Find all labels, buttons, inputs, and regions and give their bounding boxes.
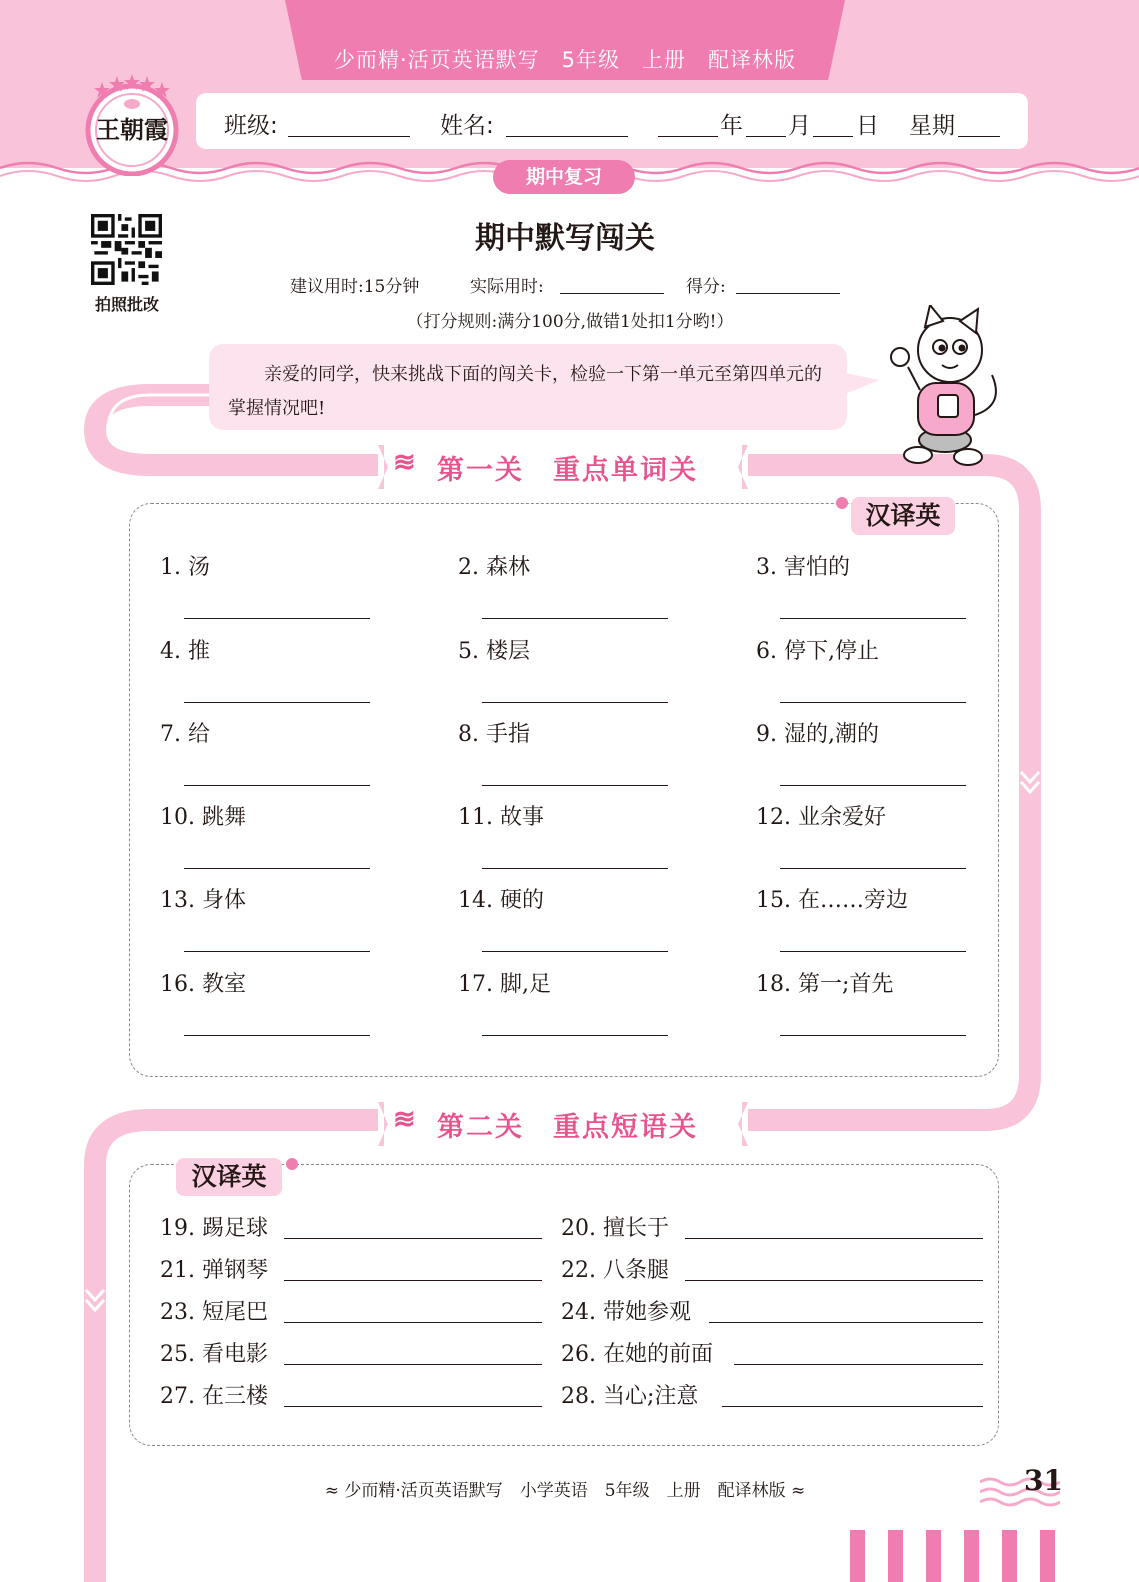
word-item: 13. 身体: [160, 888, 246, 913]
answer-line[interactable]: [482, 702, 668, 703]
answer-line[interactable]: [780, 868, 966, 869]
answer-line[interactable]: [482, 868, 668, 869]
answer-line[interactable]: [184, 702, 370, 703]
phrase-item: 19. 踢足球: [160, 1216, 268, 1241]
word-item: 18. 第一;首先: [756, 972, 894, 997]
level2-tag-dot: [286, 1158, 298, 1170]
qr-code[interactable]: [91, 214, 162, 285]
level1-waves-icon: ≋: [393, 447, 416, 478]
answer-line[interactable]: [184, 1035, 370, 1036]
footer-bar: [850, 1530, 865, 1582]
name-label: 姓名:: [440, 113, 494, 139]
answer-line[interactable]: [780, 618, 966, 619]
logo-text: 王朝霞: [96, 115, 168, 144]
footer-bar: [1040, 1530, 1055, 1582]
phrase-item: 28. 当心;注意: [561, 1384, 699, 1409]
word-item: 8. 手指: [458, 722, 530, 747]
phrase-item: 23. 短尾巴: [160, 1300, 268, 1325]
intro-text: 亲爱的同学，快来挑战下面的闯关卡，检验一下第一单元至第四单元的掌握情况吧!: [228, 364, 822, 419]
score-label: 得分:: [686, 277, 726, 297]
word-item: 17. 脚,足: [458, 972, 551, 997]
word-item: 4. 推: [160, 639, 210, 664]
answer-line[interactable]: [722, 1406, 983, 1407]
day-label: 日: [856, 113, 879, 139]
answer-line[interactable]: [482, 1035, 668, 1036]
student-info-box: [196, 93, 1028, 149]
answer-line[interactable]: [685, 1280, 983, 1281]
score-field[interactable]: [736, 293, 840, 294]
footer-bar: [1002, 1530, 1017, 1582]
month-label: 月: [788, 113, 811, 139]
qr-label: 拍照批改: [94, 295, 159, 314]
footer-bar: [964, 1530, 979, 1582]
brand-logo: [80, 72, 184, 176]
answer-line[interactable]: [184, 785, 370, 786]
word-item: 7. 给: [160, 722, 210, 747]
level2-waves-icon: ≋: [393, 1104, 416, 1135]
answer-line[interactable]: [482, 951, 668, 952]
weekday-field[interactable]: [958, 136, 1000, 137]
year-field[interactable]: [658, 136, 718, 137]
year-label: 年: [720, 113, 743, 139]
phrase-item: 26. 在她的前面: [561, 1342, 713, 1367]
word-item: 10. 跳舞: [160, 805, 246, 830]
level1-title: 第一关 重点单词关: [437, 455, 698, 486]
word-item: 14. 硬的: [458, 888, 544, 913]
footer-bar: [888, 1530, 903, 1582]
actual-time-label: 实际用时:: [470, 277, 544, 297]
class-label: 班级:: [224, 113, 278, 139]
word-item: 16. 教室: [160, 972, 246, 997]
answer-line[interactable]: [709, 1322, 983, 1323]
weekday-label: 星期: [909, 113, 955, 139]
cat-mascot-illustration: [880, 305, 1000, 470]
answer-line[interactable]: [284, 1238, 542, 1239]
answer-line[interactable]: [184, 951, 370, 952]
footer-bar: [926, 1530, 941, 1582]
level2-task-tag: 汉译英: [176, 1158, 282, 1196]
answer-line[interactable]: [284, 1406, 542, 1407]
name-field[interactable]: [506, 136, 628, 137]
word-item: 9. 湿的,潮的: [756, 722, 879, 747]
day-field[interactable]: [813, 136, 853, 137]
answer-line[interactable]: [685, 1238, 983, 1239]
answer-line[interactable]: [780, 785, 966, 786]
suggested-time: 建议用时:15分钟: [290, 277, 420, 297]
bubble-tail: [840, 372, 880, 402]
answer-line[interactable]: [184, 618, 370, 619]
answer-line[interactable]: [482, 785, 668, 786]
actual-time-field[interactable]: [560, 293, 664, 294]
word-item: 11. 故事: [458, 805, 544, 830]
word-item: 1. 汤: [160, 555, 210, 580]
class-field[interactable]: [288, 136, 410, 137]
word-item: 5. 楼层: [458, 639, 530, 664]
phrase-item: 20. 擅长于: [561, 1216, 669, 1241]
section-tag: 期中复习: [493, 160, 635, 194]
word-item: 6. 停下,停止: [756, 639, 879, 664]
phrase-item: 25. 看电影: [160, 1342, 268, 1367]
footer-text: ≈ 少而精·活页英语默写 小学英语 5年级 上册 配译林版 ≈: [324, 1481, 806, 1501]
word-item: 15. 在……旁边: [756, 888, 908, 913]
word-item: 3. 害怕的: [756, 555, 850, 580]
answer-line[interactable]: [780, 1035, 966, 1036]
level1-tag-dot: [836, 497, 848, 509]
phrase-item: 21. 弹钢琴: [160, 1258, 268, 1283]
answer-line[interactable]: [284, 1280, 542, 1281]
answer-line[interactable]: [734, 1364, 983, 1365]
answer-line[interactable]: [284, 1364, 542, 1365]
level2-title: 第二关 重点短语关: [437, 1112, 698, 1143]
answer-line[interactable]: [184, 868, 370, 869]
level1-task-tag: 汉译英: [851, 497, 955, 535]
phrase-item: 22. 八条腿: [561, 1258, 669, 1283]
word-item: 2. 森林: [458, 555, 530, 580]
phrase-item: 27. 在三楼: [160, 1384, 268, 1409]
answer-line[interactable]: [780, 951, 966, 952]
series-title: 少而精·活页英语默写 5年级 上册 配译林版: [333, 48, 797, 72]
answer-line[interactable]: [780, 702, 966, 703]
scoring-rules: （打分规则:满分100分,做错1处扣1分哟!）: [406, 312, 734, 332]
page-title: 期中默写闯关: [475, 221, 655, 256]
answer-line[interactable]: [482, 618, 668, 619]
phrase-item: 24. 带她参观: [561, 1300, 691, 1325]
page-number: 31: [1024, 1464, 1063, 1497]
word-item: 12. 业余爱好: [756, 805, 886, 830]
month-field[interactable]: [746, 136, 786, 137]
answer-line[interactable]: [284, 1322, 542, 1323]
